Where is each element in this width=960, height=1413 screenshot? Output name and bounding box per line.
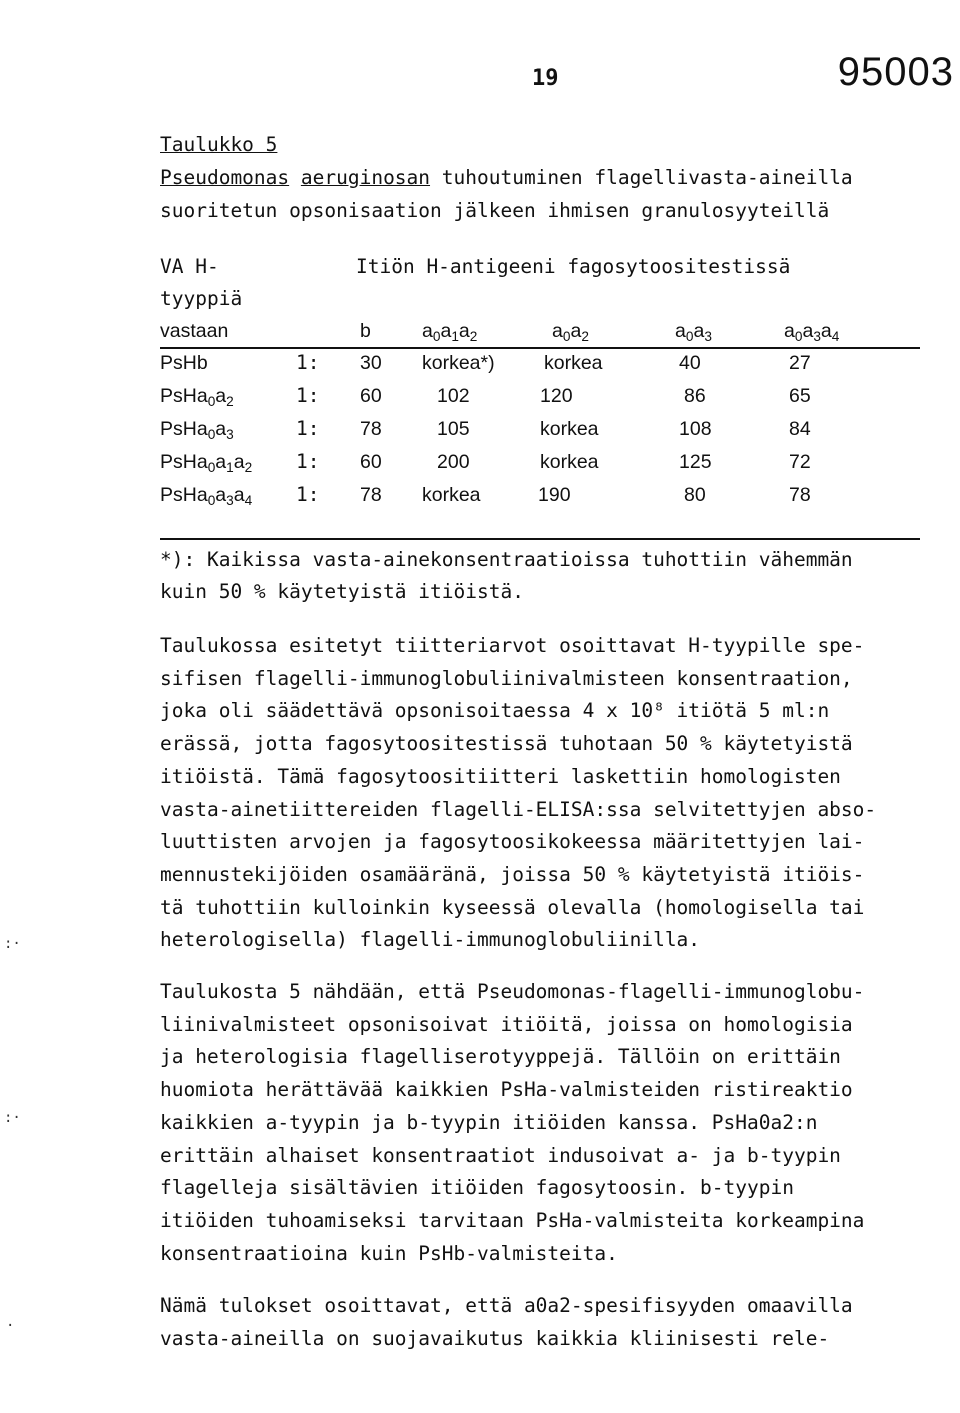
- table-caption: [160, 163, 853, 193]
- text-line: tä tuhottiin kulloinkin kyseessä olevalla (homologisella tai: [160, 895, 865, 919]
- text-line: ja heterologisia flagelliserotyyppejä. Tällöin on erittäin: [160, 1045, 841, 1069]
- text-line: konsentraatioina kuin PsHb-valmisteita.: [160, 1241, 618, 1265]
- table-cell: korkea: [540, 418, 599, 440]
- row-prefix: 1:: [296, 384, 320, 407]
- text-line: Nämä tulokset osoittavat, että a0a2-spesifisyyden omaavilla: [160, 1294, 853, 1317]
- table-cell: 72: [789, 451, 811, 473]
- table-caption-line2: suoritetun opsonisaation jälkeen ihmisen granulosyyteillä: [160, 199, 830, 222]
- text-line: kaikkien a-tyypin ja b-tyypin itiöiden kanssa. PsHa0a2:n: [160, 1110, 818, 1134]
- text-line: joka oli säädettävä opsonisoitaessa 4 x 10⁸ itiötä 5 ml:n: [160, 699, 830, 723]
- table-cell: korkea: [540, 451, 599, 473]
- table-cell: 78: [360, 484, 382, 506]
- table-cell: 60: [360, 451, 382, 473]
- text-line: itiöistä. Tämä fagosytoositiitteri laskettiin homologisten: [160, 764, 841, 788]
- caption-rest: tuhoutuminen flagellivasta-aineilla: [430, 166, 853, 189]
- header-antigen: Itiön H-antigeeni fagosytoositestissä: [356, 255, 791, 278]
- table-cell: 105: [437, 418, 470, 440]
- table-cell: 65: [789, 385, 811, 407]
- table-cell: 84: [789, 418, 811, 440]
- paragraph-1: [160, 630, 950, 957]
- table-cell: korkea: [422, 484, 481, 506]
- table-cell: 86: [684, 385, 706, 407]
- margin-mark: ·: [6, 1318, 15, 1334]
- row-name-psha0a2: $PsHa_0a_2$: [160, 385, 234, 409]
- caption-genus: Pseudomonas: [160, 166, 290, 189]
- page-number: 19: [532, 66, 559, 91]
- text-line: flagelleja sisältävien itiöiden fagosytoosin. b-tyypin: [160, 1176, 794, 1200]
- table-label: Taulukko 5: [160, 133, 278, 156]
- table-cell: 78: [789, 484, 811, 506]
- col-header-a0a2: $a_0a_2$: [552, 320, 589, 344]
- document-number: 95003: [837, 50, 954, 94]
- header-tyyppia: tyyppiä: [160, 287, 243, 310]
- table-cell: 30: [360, 352, 382, 374]
- text-line: vasta-ainetiittereiden flagelli-ELISA:ssa selvitettyjen abso-: [160, 797, 877, 821]
- row-prefix: 1:: [296, 351, 320, 374]
- table-cell: 108: [679, 418, 712, 440]
- row-prefix: 1:: [296, 417, 320, 440]
- table-cell: 80: [684, 484, 706, 506]
- paragraph-2: [160, 976, 950, 1270]
- header-va-h: VA H-: [160, 255, 219, 278]
- table-cell: korkea: [544, 352, 603, 374]
- row-name-psha0a3: $PsHa_0a_3$: [160, 418, 234, 442]
- table-cell: 27: [789, 352, 811, 374]
- text-line: erässä, jotta fagosytoositestissä tuhotaan 50 % käytetyistä: [160, 732, 853, 756]
- text-line: sifisen flagelli-immunoglobuliinivalmisteen konsentraation,: [160, 666, 853, 690]
- table-cell: korkea*): [422, 352, 495, 374]
- header-vastaan: vastaan: [160, 320, 229, 342]
- table-footnote-line2: kuin 50 % käytetyistä itiöistä.: [160, 580, 524, 603]
- text-line: luuttisten arvojen ja fagosytoosikokeessa määritettyjen lai-: [160, 830, 865, 854]
- col-header-b: b: [360, 320, 371, 342]
- row-prefix: 1:: [296, 483, 320, 506]
- caption-species: aeruginosan: [300, 166, 431, 189]
- text-line: mennustekijöiden osamääränä, joissa 50 % käytetyistä itiöis-: [160, 862, 865, 886]
- text-line: heterologisella) flagelli-immunoglobuliinilla.: [160, 928, 701, 952]
- row-prefix: 1:: [296, 450, 320, 473]
- col-header-a0a1a2: $a_0a_1a_2$: [422, 320, 478, 344]
- col-header-a0a3: $a_0a_3$: [675, 320, 712, 344]
- table-header-rule: [160, 347, 920, 349]
- text-line: vasta-aineilla on suojavaikutus kaikkia kliinisesti rele-: [160, 1326, 830, 1350]
- col-header-a0a3a4: $a_0a_3a_4$: [784, 320, 840, 344]
- row-name-pshb: PsHb: [160, 352, 208, 374]
- table-cell: 78: [360, 418, 382, 440]
- paragraph-3: [160, 1290, 950, 1355]
- row-name-psha0a1a2: $PsHa_0a_1a_2$: [160, 451, 253, 475]
- table-cell: 190: [538, 484, 571, 506]
- table-cell: 102: [437, 385, 470, 407]
- text-line: Taulukossa esitetyt tiitteriarvot osoittavat H-tyypille spe-: [160, 634, 865, 657]
- table-footnote-line1: *): Kaikissa vasta-ainekonsentraatioissa tuhottiin vähemmän: [160, 548, 853, 571]
- table-bottom-rule: [160, 538, 920, 540]
- table-cell: 125: [679, 451, 712, 473]
- row-name-psha0a3a4: $PsHa_0a_3a_4$: [160, 484, 253, 508]
- text-line: huomiota herättävää kaikkien PsHa-valmisteiden ristireaktio: [160, 1078, 853, 1102]
- table-cell: 200: [437, 451, 470, 473]
- caption-space: [289, 166, 301, 189]
- table-cell: 60: [360, 385, 382, 407]
- text-line: liinivalmisteet opsonisoivat itiöitä, joissa on homologisia: [160, 1012, 853, 1036]
- margin-mark: :·: [4, 1110, 21, 1126]
- table-cell: 40: [679, 352, 701, 374]
- text-line: erittäin alhaiset konsentraatiot indusoivat a- ja b-tyypin: [160, 1143, 841, 1167]
- text-line: itiöiden tuhoamiseksi tarvitaan PsHa-valmisteita korkeampina: [160, 1208, 865, 1232]
- table-cell: 120: [540, 385, 573, 407]
- text-line: Taulukosta 5 nähdään, että Pseudomonas-flagelli-immunoglobu-: [160, 980, 865, 1003]
- margin-mark: :·: [4, 936, 21, 952]
